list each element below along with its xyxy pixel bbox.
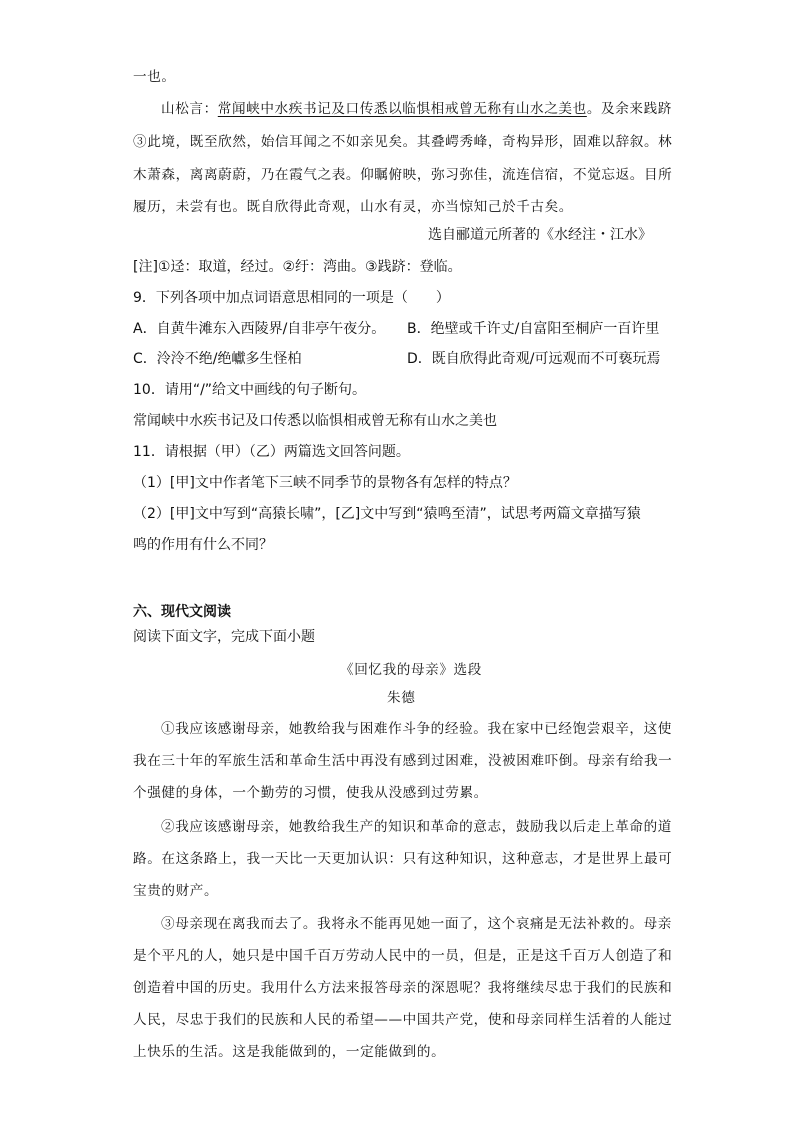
- annotation-note: [注]①迳：取道，经过。②纡：湾曲。③践跻：登临。: [133, 259, 462, 275]
- paragraph-1-line-3: 个强健的身体，一个勤劳的习惯，使我从没感到过劳累。: [133, 785, 488, 801]
- passage-yi-line-3: 木萧森，离离蔚蔚，乃在霞气之表。仰瞩俯映，弥习弥佳，流连信宿，不觉忘返。目所: [133, 167, 673, 183]
- passage-yi-line-1-tail: 。及余来践跻: [586, 101, 672, 117]
- question-9-option-b: B．绝壁或千许丈/自富阳至桐庐一百许里: [407, 321, 660, 337]
- underlined-sentence: 常闻峡中水疾书记及口传悉以临惧相戒曾无称有山水之美也: [217, 101, 587, 117]
- section-instruction: 阅读下面文字，完成下面小题: [133, 629, 315, 645]
- section-heading: 六、现代文阅读: [133, 604, 231, 620]
- question-9-option-a: A．自黄牛滩东入西陵界/自非亭午夜分。: [133, 321, 386, 337]
- paragraph-3-line-1: ③母亲现在离我而去了。我将永不能再见她一面了，这个哀痛是无法补救的。母亲: [161, 916, 672, 932]
- question-9-option-d: D．既自欣得此奇观/可远观而不可亵玩焉: [407, 351, 661, 367]
- passage-yi-intro: 山松言：: [161, 101, 218, 117]
- paragraph-2-line-1: ②我应该感谢母亲，她教给我生产的知识和革命的意志，鼓励我以后走上革命的道: [161, 819, 672, 835]
- paragraph-2-line-3: 宝贵的财产。: [133, 883, 219, 899]
- passage-yi-line-1: [161, 100, 672, 118]
- paragraph-1-line-2: 我在三十年的军旅生活和革命生活中再没有感到过困难，没被困难吓倒。母亲有给我一: [133, 753, 673, 769]
- question-10-sentence: 常闻峡中水疾书记及口传悉以临惧相戒曾无称有山水之美也: [133, 413, 497, 429]
- passage-source: 选自郦道元所著的《水经注・江水》: [428, 227, 652, 243]
- question-11-sub-2-line-2: 鸣的作用有什么不同？: [133, 537, 273, 553]
- paragraph-3-line-2: 是个平凡的人，她只是中国千百万劳动人民中的一员，但是，正是这千百万人创造了和: [133, 948, 673, 964]
- top-fragment: 一也。: [133, 69, 176, 85]
- passage-yi-line-2: ③此境，既至欣然，始信耳闻之不如亲见矣。其叠崿秀峰，奇构异形，固难以辞叙。林: [133, 134, 673, 150]
- paragraph-3-line-4: 人民，尽忠于我们的民族和人民的希望——中国共产党，使和母亲同样生活着的人能过: [133, 1012, 673, 1028]
- question-9-option-c: C．泠泠不绝/绝巘多生怪柏: [133, 351, 302, 367]
- paragraph-2-line-2: 路。在这条路上，我一天比一天更加认识：只有这种知识，这种意志，才是世界上最可: [133, 851, 673, 867]
- article-title: 《回忆我的母亲》选段: [340, 662, 482, 678]
- question-11-sub-2-line-1: （2）[甲]文中写到“高猿长啸”，[乙]文中写到“猿鸣至清”，试思考两篇文章描写猿: [133, 506, 641, 522]
- question-11-stem: 11．请根据（甲）（乙）两篇选文回答问题。: [133, 444, 410, 460]
- paragraph-3-line-3: 创造着中国的历史。我用什么方法来报答母亲的深恩呢？我将继续尽忠于我们的民族和: [133, 980, 673, 996]
- question-9-stem: 9．下列各项中加点词语意思相同的一项是（ ）: [133, 290, 450, 306]
- paragraph-1-line-1: ①我应该感谢母亲，她教给我与困难作斗争的经验。我在家中已经饱尝艰辛，这使: [161, 721, 672, 737]
- question-10-stem: 10．请用“/”给文中画线的句子断句。: [133, 382, 367, 398]
- article-author: 朱德: [387, 690, 416, 706]
- paragraph-3-line-5: 上快乐的生活。这是我能做到的，一定能做到的。: [133, 1044, 446, 1060]
- passage-yi-line-4: 履历，未尝有也。既自欣得此奇观，山水有灵，亦当惊知己於千古矣。: [133, 199, 574, 215]
- question-11-sub-1: （1）[甲]文中作者笔下三峡不同季节的景物各有怎样的特点？: [133, 475, 517, 491]
